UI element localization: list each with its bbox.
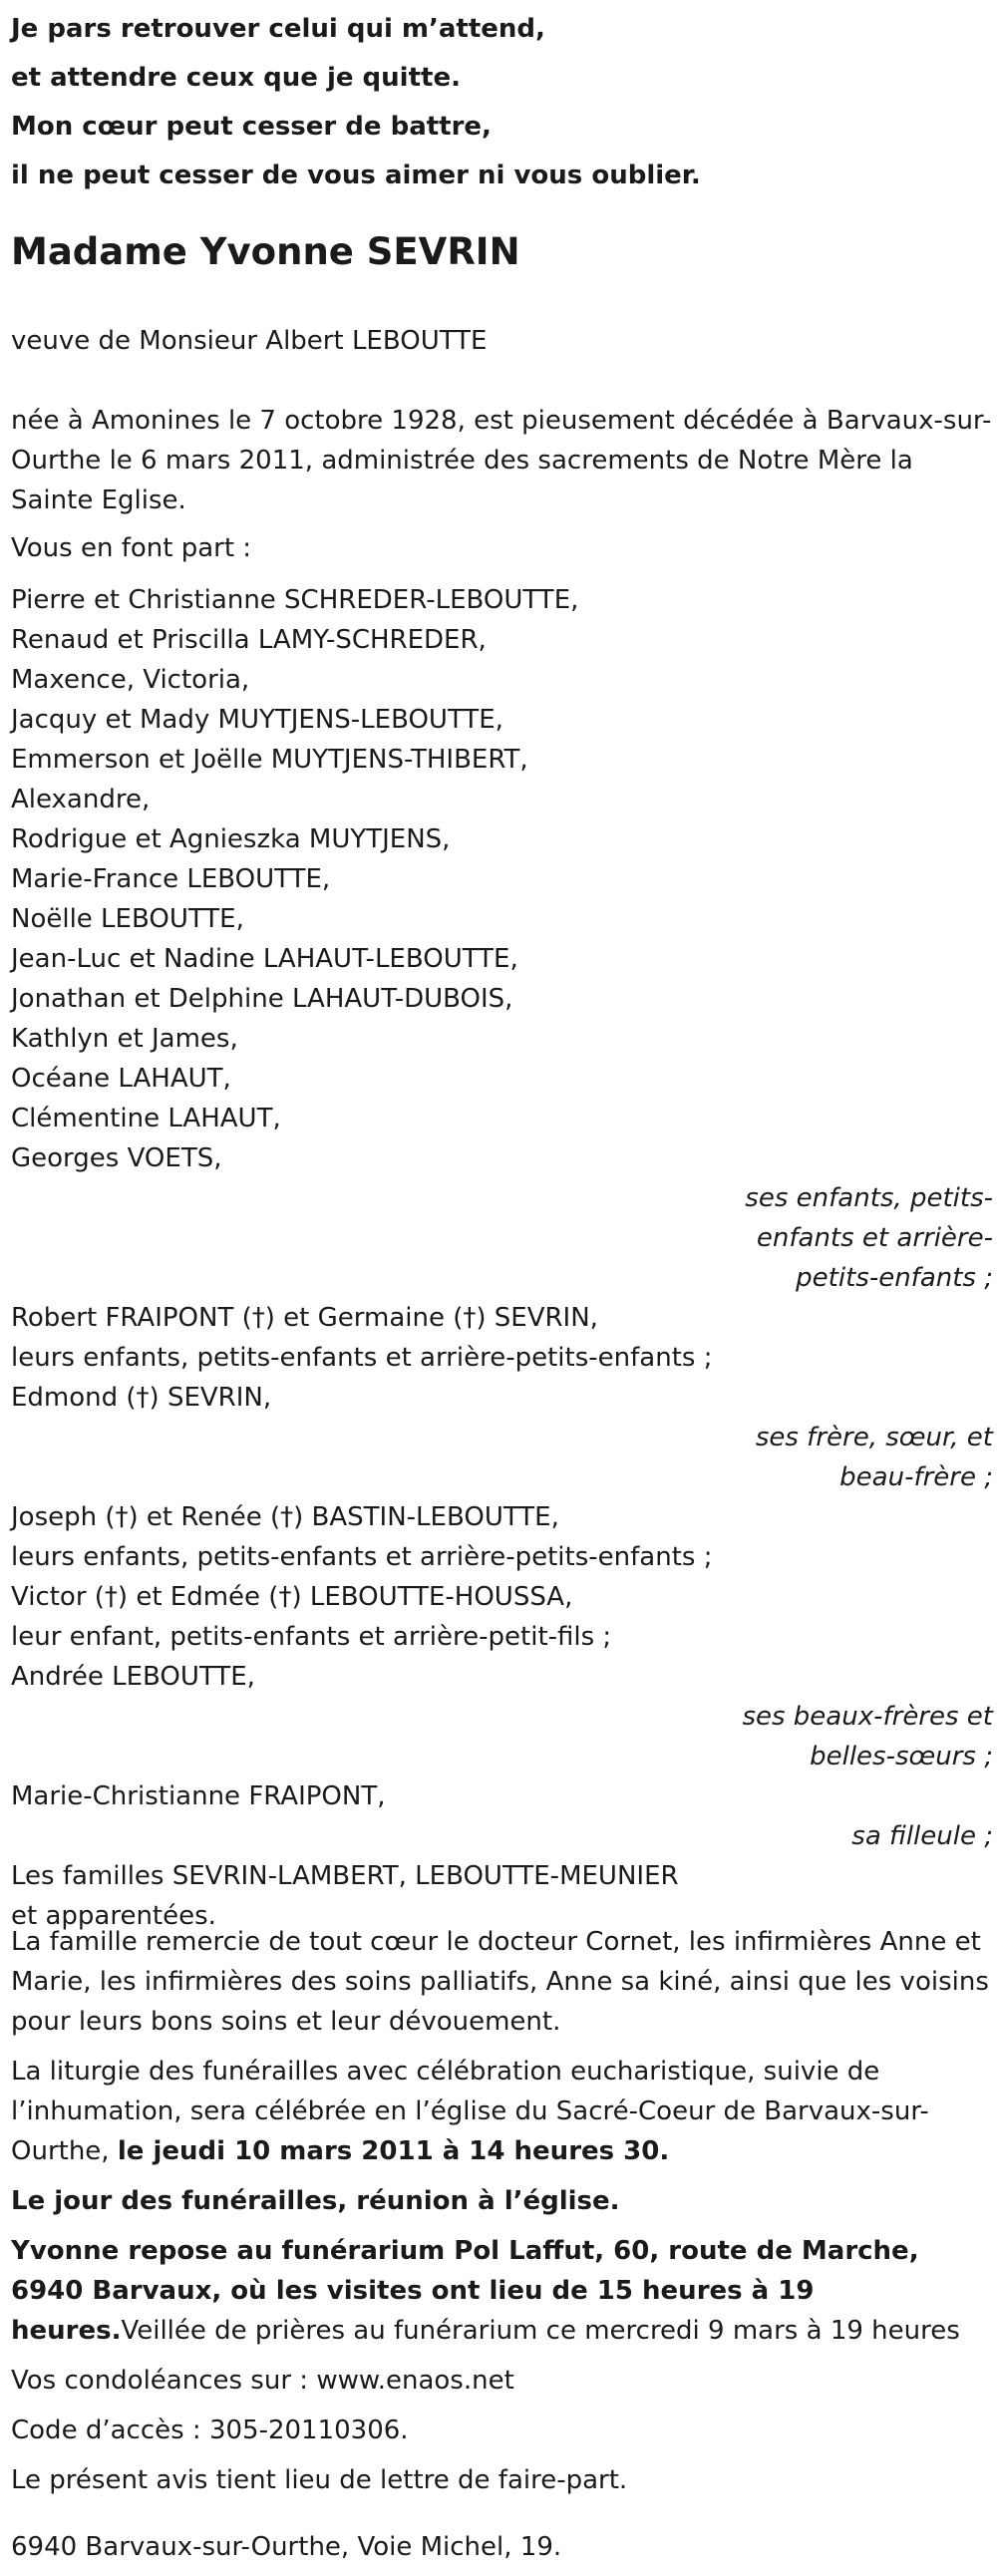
closing-text — [11, 1922, 993, 2510]
family-member: Renaud et Priscilla LAMY-SCHREDER, — [11, 625, 487, 655]
condolences-line: Vos condoléances sur : www.enaos.net — [11, 2366, 514, 2396]
access-code-line: Code d’accès : 305-20110306. — [11, 2415, 409, 2445]
liturgy-date: le jeudi 10 mars 2011 à 14 heures 30. — [117, 2136, 670, 2166]
family-member: Robert FRAIPONT (†) et Germaine (†) SEVRIN, — [11, 1303, 598, 1333]
family-member: Edmond (†) SEVRIN, — [11, 1383, 272, 1413]
family-member: et apparentées. — [11, 1901, 216, 1931]
rest-normal-text: Veillée de prières au funérarium ce mercredi 9 mars à 19 heures — [121, 2316, 960, 2346]
family-member: Rodrigue et Agnieszka MUYTJENS, — [11, 824, 451, 854]
relation-label: ses frère, sœur, et — [755, 1423, 993, 1452]
thanks-paragraph: La famille remercie de tout cœur le docteur Cornet, les infirmières Anne et Marie, les infirmières des soins palliatifs, Anne sa kiné, ainsi que les voisins pour leurs bons soins et leur dévouement. — [11, 1927, 989, 2037]
poem-line: Je pars retrouver celui qui m’attend, — [11, 14, 545, 44]
relation-label: belles-sœurs ; — [810, 1742, 993, 1771]
relation-label: beau-frère ; — [839, 1462, 993, 1492]
family-member: Maxence, Victoria, — [11, 665, 250, 695]
family-member: Kathlyn et James, — [11, 1024, 238, 1054]
relation-label: sa filleule ; — [851, 1821, 993, 1851]
widow-of: veuve de Monsieur Albert LEBOUTTE — [11, 326, 488, 356]
poem-line: et attendre ceux que je quitte. — [11, 63, 461, 93]
deceased-name: Madame Yvonne SEVRIN — [11, 230, 520, 273]
relation-label: petits-enfants ; — [796, 1263, 993, 1293]
family-member: Pierre et Christianne SCHREDER-LEBOUTTE, — [11, 585, 579, 615]
poem-line: il ne peut cesser de vous aimer ni vous oublier. — [11, 161, 701, 190]
family-member: Jonathan et Delphine LAHAUT-DUBOIS, — [11, 984, 513, 1014]
family-member: Clémentine LAHAUT, — [11, 1104, 281, 1133]
relation-label: ses beaux-frères et — [742, 1702, 993, 1732]
family-member: Océane LAHAUT, — [11, 1064, 231, 1094]
family-member: leurs enfants, petits-enfants et arrière-petits-enfants ; — [11, 1542, 713, 1572]
family-member: Noëlle LEBOUTTE, — [11, 904, 244, 934]
family-member: Jean-Luc et Nadine LAHAUT-LEBOUTTE, — [11, 944, 518, 974]
family-member: Emmerson et Joëlle MUYTJENS-THIBERT, — [11, 745, 528, 775]
family-member: Alexandre, — [11, 785, 151, 814]
family-member: Marie-Christianne FRAIPONT, — [11, 1781, 386, 1811]
meeting-paragraph: Le jour des funérailles, réunion à l’église. — [11, 2186, 620, 2216]
notice-line: Le présent avis tient lieu de lettre de faire-part. — [11, 2465, 628, 2495]
family-member: Jacquy et Mady MUYTJENS-LEBOUTTE, — [11, 705, 503, 735]
family-member: Andrée LEBOUTTE, — [11, 1662, 255, 1692]
birth-death-text: née à Amonines le 7 octobre 1928, est pieusement décédée à Barvaux-sur-Ourthe le 6 mars 2011, administrée des sacrements de Notre Mère la Sainte Eglise. — [11, 406, 992, 515]
family-member: Victor (†) et Edmée (†) LEBOUTTE-HOUSSA, — [11, 1582, 573, 1612]
relation-label: ses enfants, petits- — [745, 1183, 993, 1213]
family-member: Les familles SEVRIN-LAMBERT, LEBOUTTE-MEUNIER — [11, 1861, 679, 1891]
family-list — [11, 580, 993, 1936]
poem — [11, 5, 701, 200]
rest-paragraph — [11, 2231, 993, 2351]
liturgy-paragraph — [11, 2052, 993, 2171]
poem-line: Mon cœur peut cesser de battre, — [11, 112, 492, 142]
family-member: leurs enfants, petits-enfants et arrière-petits-enfants ; — [11, 1343, 713, 1373]
liturgy-text: La liturgie des funérailles avec célébration eucharistique, suivie de l’inhumation, sera célébrée en l’église du Sacré-Coeur de Barvaux-sur-Ourthe, — [11, 2057, 929, 2166]
announcement-label: Vous en font part : — [11, 533, 252, 563]
family-member: Joseph (†) et Renée (†) BASTIN-LEBOUTTE, — [11, 1502, 559, 1532]
family-member: Marie-France LEBOUTTE, — [11, 864, 331, 894]
address: 6940 Barvaux-sur-Ourthe, Voie Michel, 19. — [11, 2532, 562, 2562]
rest-bold-text: Yvonne repose au funérarium Pol Laffut, 60, route de Marche, 6940 Barvaux, où les visites ont lieu de 15 heures à 19 heures. — [11, 2236, 919, 2346]
family-member: leur enfant, petits-enfants et arrière-petit-fils ; — [11, 1622, 612, 1652]
relation-label: enfants et arrière- — [756, 1223, 993, 1253]
family-member: Georges VOETS, — [11, 1143, 222, 1173]
